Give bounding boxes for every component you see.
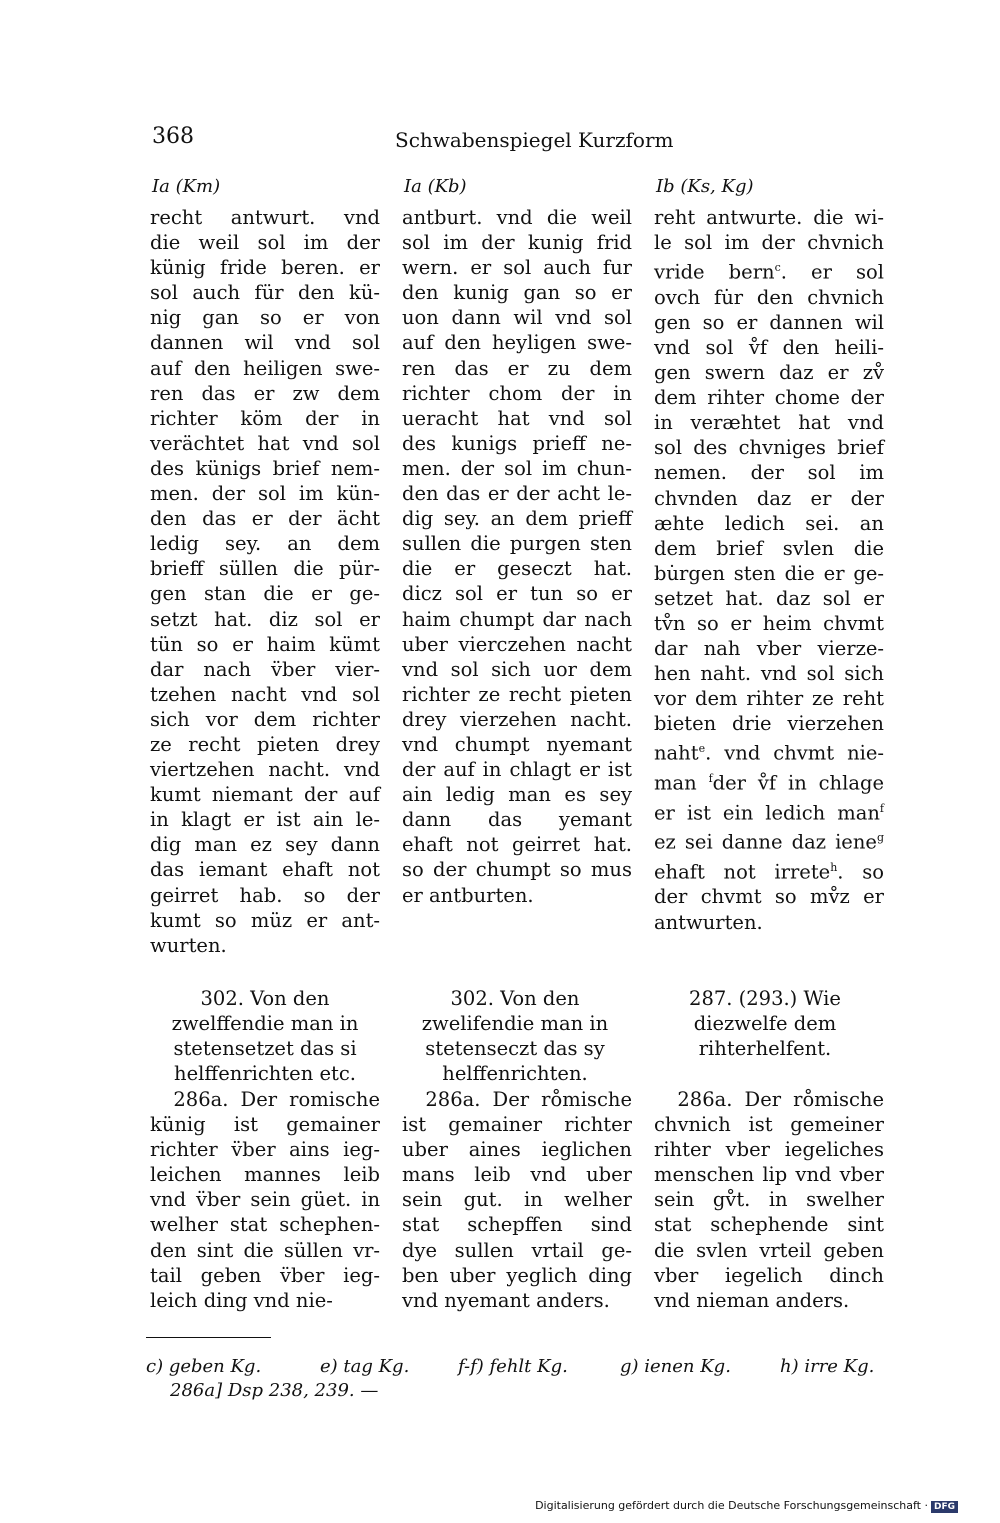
text-line: vber iegelich dinch bbox=[654, 1263, 884, 1287]
credit-text: Digitalisierung gefördert durch die Deutsche Forschungsgemeinschaft · bbox=[535, 1499, 928, 1512]
text-line: setzet das si helffen bbox=[174, 1037, 357, 1086]
column-siglum-1: Ia (Km) bbox=[152, 176, 221, 197]
text-line: den sint die süllen vr- bbox=[150, 1238, 380, 1262]
text-line: in veræhtet hat vnd bbox=[654, 411, 884, 435]
running-head: Schwabenspiegel Kurzform bbox=[395, 128, 674, 152]
text-line: richten etc. bbox=[242, 1062, 356, 1086]
text-line: uon dann wil vnd sol bbox=[402, 306, 632, 330]
text-line: zwelfe dem rihter bbox=[698, 1012, 837, 1061]
text-line: richter chom der in bbox=[402, 381, 632, 405]
text-line: richter v̈ber ains ieg- bbox=[150, 1138, 380, 1162]
text-line: dann das yemant bbox=[402, 808, 632, 832]
text-line: dannen wil vnd sol bbox=[150, 331, 380, 355]
text-line: künig ist gemainer bbox=[150, 1113, 380, 1137]
text-line: reht antwurte. die wi- bbox=[654, 206, 884, 229]
text-line: vor dem rihter ze reht bbox=[654, 687, 884, 711]
text-line: geirret hab. so der bbox=[150, 883, 380, 907]
text-line: vride bern$^c$. er sol bbox=[654, 260, 884, 284]
text-line: antwurten. bbox=[654, 910, 763, 934]
text-line: der chvmt so mv̊z er bbox=[654, 885, 884, 909]
text-line: ovch fu̇r den chvnich bbox=[654, 285, 884, 309]
text-line: auf den heiligen swe- bbox=[150, 356, 380, 380]
text-line: die man in steten bbox=[425, 1012, 609, 1061]
text-line: 302. Von den zwelffen bbox=[171, 987, 330, 1036]
text-line: gen swern daz er zv̊ bbox=[654, 361, 884, 385]
text-line: haim chumpt dar nach bbox=[402, 607, 632, 631]
text-line: recht antwurt. vnd bbox=[150, 206, 380, 229]
text-line: er ist ein ledich man$^f$ bbox=[654, 801, 884, 825]
footnote-f: f-f) fehlt Kg. bbox=[458, 1356, 568, 1377]
section-text-ks-kg bbox=[654, 1087, 884, 1313]
text-line: dye sullen vrtail ge- bbox=[402, 1238, 632, 1262]
text-line: wurten. bbox=[150, 933, 227, 957]
text-line: ledig sey. an dem bbox=[150, 532, 380, 556]
text-line: so der chumpt so mus bbox=[402, 858, 632, 882]
text-line: viertzehen nacht. vnd bbox=[150, 758, 380, 782]
text-line: dem brief svlen die bbox=[654, 536, 884, 560]
text-line: richten. bbox=[510, 1062, 588, 1086]
footnote-marker: c bbox=[774, 261, 781, 275]
text-line: sol auch für den kü- bbox=[150, 281, 380, 305]
footnote-h: h) irre Kg. bbox=[780, 1356, 875, 1377]
text-line: ze recht pieten drey bbox=[150, 732, 380, 756]
text-line: in klagt er ist ain le- bbox=[150, 808, 380, 832]
text-line: dar nach v̈ber vier- bbox=[150, 657, 380, 681]
column-siglum-2: Ia (Kb) bbox=[404, 176, 467, 197]
text-line: sich vor dem richter bbox=[150, 707, 380, 731]
footnote-rule bbox=[146, 1337, 271, 1338]
text-line: vnd nyemant anders. bbox=[402, 1288, 610, 1312]
dfg-logo: DFG bbox=[931, 1501, 958, 1513]
digitization-credit bbox=[535, 1499, 958, 1513]
text-line: richter ze recht pieten bbox=[402, 682, 632, 706]
text-line: ben uber yeglich ding bbox=[402, 1263, 632, 1287]
text-line: bu̇rgen sten die er ge- bbox=[654, 561, 884, 585]
text-line: menschen lip vnd vber bbox=[654, 1163, 884, 1187]
text-line: uber vierczehen nacht bbox=[402, 632, 632, 656]
text-line: tv̊n so er heim chvmt bbox=[654, 612, 884, 635]
column-text-kb bbox=[402, 205, 632, 908]
text-line: dig man ez sey dann bbox=[150, 833, 380, 857]
text-line: 286a. Der ro̊mische bbox=[677, 1088, 884, 1111]
text-line: ehaft not irrete$^h$. so bbox=[654, 860, 884, 884]
footnote-c: c) geben Kg. bbox=[146, 1356, 262, 1377]
text-line: antburt. vnd die weil bbox=[402, 206, 632, 229]
text-line: welher stat schephen- bbox=[150, 1213, 380, 1237]
text-line: mans leib vnd uber bbox=[402, 1163, 632, 1187]
section-text-km bbox=[150, 1087, 380, 1313]
text-line: ren das er zw dem bbox=[150, 381, 380, 405]
text-line: das iemant ehaft not bbox=[150, 858, 380, 882]
text-line: der auf in chlagt er ist bbox=[402, 758, 632, 782]
text-line: chvnich ist gemeiner bbox=[654, 1113, 884, 1137]
section-title-km bbox=[150, 986, 380, 1086]
text-line: den das er der ächt bbox=[150, 507, 380, 531]
text-line: 287. (293.) Wie die bbox=[689, 987, 841, 1036]
text-line: vnd chumpt nyemant bbox=[402, 732, 632, 756]
text-line: dar nah vber vierze- bbox=[654, 637, 884, 661]
text-line: stat schephende sint bbox=[654, 1213, 884, 1237]
text-line: sol im der kunig frid bbox=[402, 231, 632, 255]
column-text-km bbox=[150, 205, 380, 958]
text-line: den das er der acht le- bbox=[402, 482, 632, 506]
text-line: seczt das sy helffen bbox=[442, 1037, 605, 1086]
text-line: nemen. der sol im bbox=[654, 461, 884, 485]
text-line: tail geben v̈ber ieg- bbox=[150, 1263, 380, 1287]
section-title-kb bbox=[400, 986, 630, 1086]
footnote-e: e) tag Kg. bbox=[320, 1356, 410, 1377]
text-line: le sol im der chvnich bbox=[654, 231, 884, 255]
text-line: 302. Von den zwelifen bbox=[421, 987, 580, 1036]
footnote-marker: f bbox=[708, 772, 713, 786]
text-line: ren das er zu dem bbox=[402, 356, 632, 380]
text-line: verächtet hat vnd sol bbox=[150, 431, 380, 455]
text-line: 286a. Der romische bbox=[173, 1088, 380, 1111]
text-line: naht$^e$. vnd chvmt nie- bbox=[654, 741, 884, 765]
text-line: des kunigs prieff ne- bbox=[402, 431, 632, 455]
text-line: den kunig gan so er bbox=[402, 281, 632, 305]
text-line: die man in steten bbox=[173, 1012, 359, 1061]
text-line: ist gemainer richter bbox=[402, 1113, 632, 1137]
text-line: richter köm der in bbox=[150, 406, 380, 430]
text-line: tzehen nacht vnd sol bbox=[150, 682, 380, 706]
text-line: bieten drie vierzehen bbox=[654, 712, 884, 736]
text-line: die er geseczt hat. bbox=[402, 557, 632, 581]
column-text-ks-kg bbox=[654, 205, 884, 935]
text-line: uber aines ieglichen bbox=[402, 1138, 632, 1162]
text-line: men. der sol im chun- bbox=[402, 456, 632, 480]
text-line: wern. er sol auch fur bbox=[402, 256, 632, 280]
text-line: hen naht. vnd sol sich bbox=[654, 662, 884, 686]
text-line: vnd nieman anders. bbox=[654, 1288, 850, 1312]
text-line: auf den heyligen swe- bbox=[402, 331, 632, 355]
section-text-kb bbox=[402, 1087, 632, 1313]
text-line: sullen die purgen sten bbox=[402, 532, 632, 556]
text-line: die weil sol im der bbox=[150, 231, 380, 255]
text-line: dicz sol er tun so er bbox=[402, 582, 632, 606]
text-line: gen so er dannen wil bbox=[654, 310, 884, 334]
text-line: er antburten. bbox=[402, 883, 534, 907]
text-line: sein gv̊t. in swelher bbox=[654, 1188, 884, 1212]
text-line: leich ding vnd nie- bbox=[150, 1288, 333, 1312]
footnote-reference: 286a] Dsp 238, 239. — bbox=[170, 1380, 379, 1401]
text-line: 286a. Der ro̊mische bbox=[425, 1088, 632, 1111]
text-line: rihter vber iegeliches bbox=[654, 1138, 884, 1162]
text-line: leichen mannes leib bbox=[150, 1163, 380, 1187]
text-line: tün so er haim kümt bbox=[150, 632, 380, 656]
text-line: vnd sol sich uor dem bbox=[402, 657, 632, 681]
text-line: ueracht hat vnd sol bbox=[402, 406, 632, 430]
text-line: kumt niemant der auf bbox=[150, 783, 380, 807]
footnote-marker: g bbox=[876, 831, 884, 845]
text-line: setzt hat. diz sol er bbox=[150, 607, 380, 631]
text-line: vnd sol v̊f den heili- bbox=[654, 335, 884, 359]
column-siglum-3: Ib (Ks, Kg) bbox=[656, 176, 754, 197]
text-line: dig sey. an dem prieff bbox=[402, 507, 632, 531]
text-line: brieff süllen die pür- bbox=[150, 557, 380, 581]
text-line: helfent. bbox=[755, 1037, 832, 1061]
text-line: ez sei danne daz iene$^g$ bbox=[654, 830, 884, 854]
footnote-marker: e bbox=[698, 742, 706, 756]
text-line: æhte ledich sei. an bbox=[654, 511, 884, 535]
text-line: gen stan die er ge- bbox=[150, 582, 380, 606]
text-line: des künigs brief nem- bbox=[150, 456, 380, 480]
text-line: kumt so müz er ant- bbox=[150, 908, 380, 932]
section-title-ks-kg bbox=[650, 986, 880, 1061]
text-line: setzet hat. daz sol er bbox=[654, 586, 884, 610]
text-line: chvnden daz er der bbox=[654, 486, 884, 510]
footnote-g: g) ienen Kg. bbox=[620, 1356, 731, 1377]
footnote-marker: f bbox=[879, 801, 884, 815]
text-line: stat schepffen sind bbox=[402, 1213, 632, 1237]
text-line: vnd v̈ber sein güet. in bbox=[150, 1188, 380, 1212]
text-line: drey vierzehen nacht. bbox=[402, 707, 632, 731]
text-line: die svlen vrteil geben bbox=[654, 1238, 884, 1262]
text-line: ain ledig man es sey bbox=[402, 783, 632, 807]
text-line: sol des chvniges brief bbox=[654, 436, 884, 460]
footnote-marker: h bbox=[830, 860, 838, 874]
text-line: nig gan so er von bbox=[150, 306, 380, 330]
text-line: men. der sol im kün- bbox=[150, 482, 380, 506]
text-line: man $^f$der v̊f in chlage bbox=[654, 771, 885, 795]
text-line: ehaft not geirret hat. bbox=[402, 833, 632, 857]
text-line: künig fride beren. er bbox=[150, 256, 380, 280]
text-line: sein gut. in welher bbox=[402, 1188, 632, 1212]
text-line: dem rihter chome der bbox=[654, 386, 884, 410]
page-number: 368 bbox=[152, 124, 194, 149]
